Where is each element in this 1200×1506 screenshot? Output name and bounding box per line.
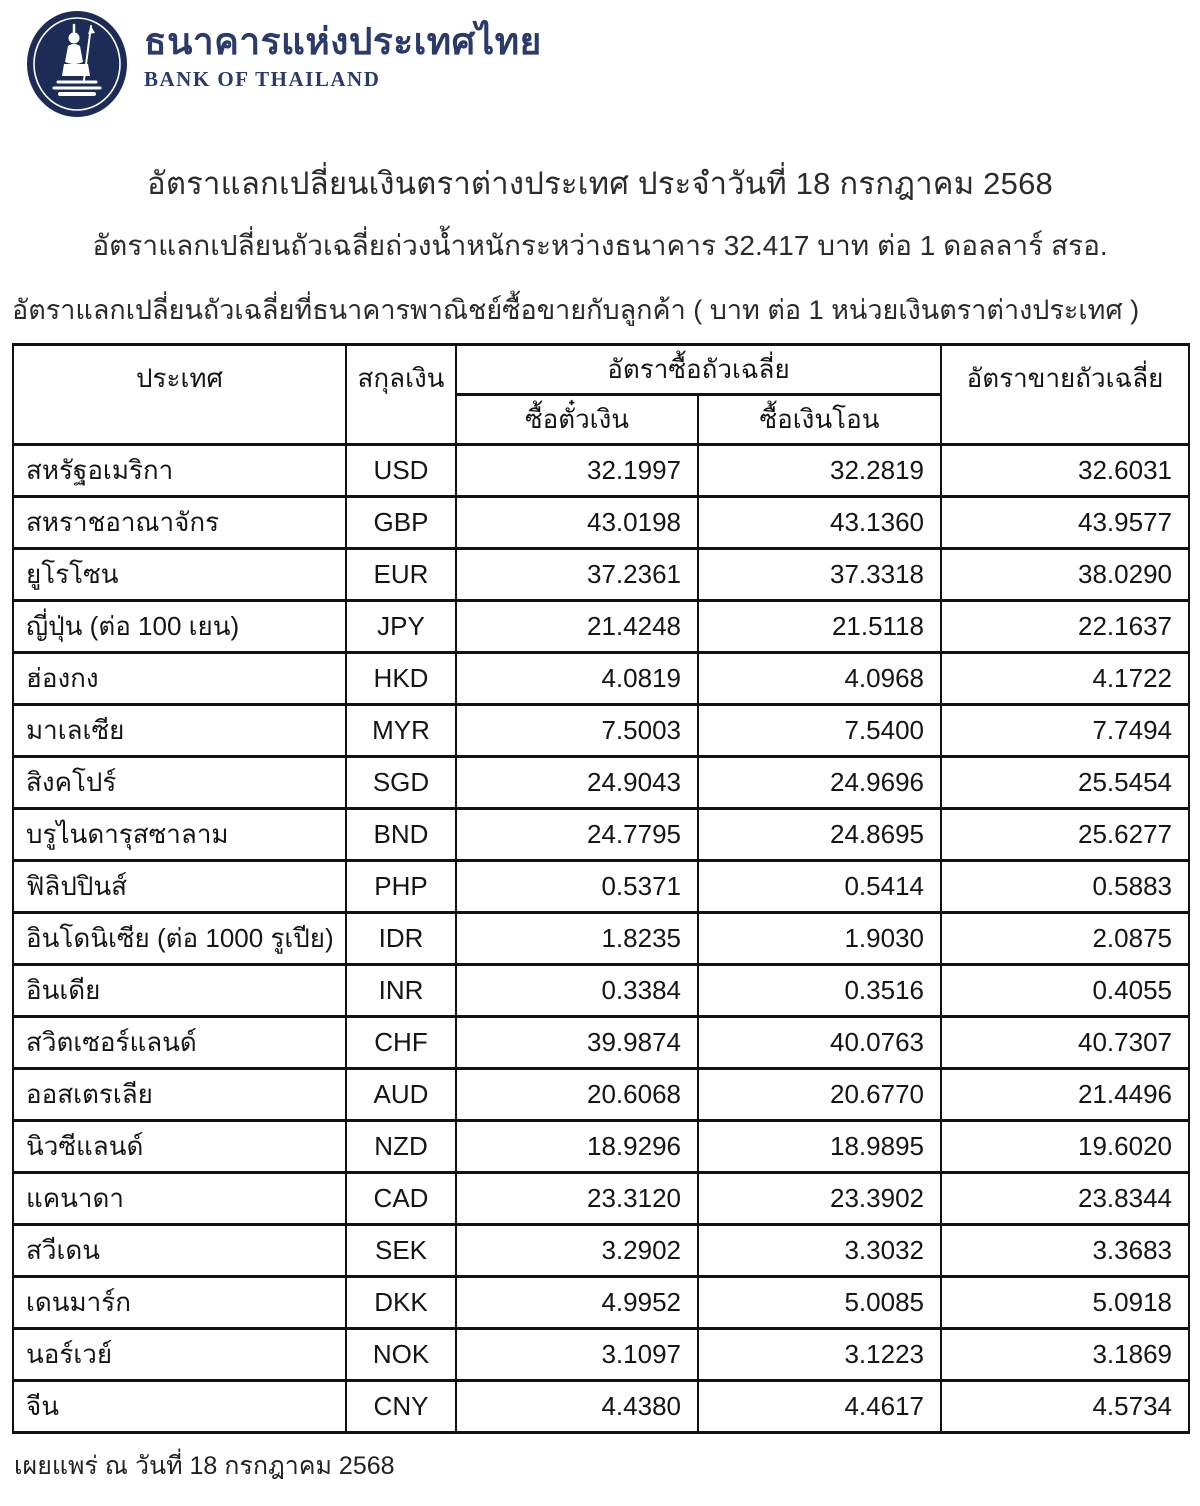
buying-transfer-cell: 24.8695 <box>698 809 941 861</box>
brand-header <box>0 0 1200 120</box>
col-header-buying-group: อัตราซื้อถัวเฉลี่ย <box>456 345 941 395</box>
country-cell: แคนาดา <box>13 1173 346 1225</box>
currency-code-cell: IDR <box>346 913 456 965</box>
country-cell: ฮ่องกง <box>13 653 346 705</box>
interbank-rate-subtitle: อัตราแลกเปลี่ยนถัวเฉลี่ยถ่วงน้ำหนักระหว่างธนาคาร 32.417 บาท ต่อ 1 ดอลลาร์ สรอ. <box>92 230 1108 261</box>
country-cell: มาเลเซีย <box>13 705 346 757</box>
bank-name-thai: ธนาคารแห่งประเทศไทย <box>144 21 542 62</box>
country-cell: สิงคโปร์ <box>13 757 346 809</box>
country-cell: จีน <box>13 1381 346 1433</box>
table-row <box>13 1173 1189 1225</box>
currency-code-cell: BND <box>346 809 456 861</box>
buying-transfer-cell: 40.0763 <box>698 1017 941 1069</box>
table-row <box>13 1017 1189 1069</box>
col-header-country: ประเทศ <box>13 345 346 445</box>
buying-transfer-cell: 18.9895 <box>698 1121 941 1173</box>
buying-sight-bill-cell: 37.2361 <box>456 549 698 601</box>
table-row <box>13 601 1189 653</box>
brand-text <box>144 8 542 92</box>
selling-rate-cell: 43.9577 <box>941 497 1189 549</box>
buying-sight-bill-cell: 32.1997 <box>456 445 698 497</box>
table-row <box>13 497 1189 549</box>
publication-date-note: เผยแพร่ ณ วันที่ 18 กรกฎาคม 2568 <box>14 1452 395 1480</box>
buying-transfer-cell: 4.0968 <box>698 653 941 705</box>
buying-transfer-cell: 0.3516 <box>698 965 941 1017</box>
selling-rate-cell: 19.6020 <box>941 1121 1189 1173</box>
currency-code-cell: AUD <box>346 1069 456 1121</box>
country-cell: เดนมาร์ก <box>13 1277 346 1329</box>
buying-transfer-cell: 37.3318 <box>698 549 941 601</box>
selling-rate-cell: 0.4055 <box>941 965 1189 1017</box>
selling-rate-cell: 4.1722 <box>941 653 1189 705</box>
buying-sight-bill-cell: 23.3120 <box>456 1173 698 1225</box>
country-cell: นิวซีแลนด์ <box>13 1121 346 1173</box>
currency-code-cell: NOK <box>346 1329 456 1381</box>
currency-code-cell: CNY <box>346 1381 456 1433</box>
country-cell: บรูไนดารุสซาลาม <box>13 809 346 861</box>
selling-rate-cell: 23.8344 <box>941 1173 1189 1225</box>
exchange-rates-table <box>12 343 1190 1434</box>
buying-sight-bill-cell: 3.2902 <box>456 1225 698 1277</box>
buying-transfer-cell: 3.3032 <box>698 1225 941 1277</box>
country-cell: อินโดนิเซีย (ต่อ 1000 รูเปีย) <box>13 913 346 965</box>
selling-rate-cell: 4.5734 <box>941 1381 1189 1433</box>
buying-sight-bill-cell: 4.4380 <box>456 1381 698 1433</box>
currency-code-cell: JPY <box>346 601 456 653</box>
buying-transfer-cell: 43.1360 <box>698 497 941 549</box>
table-caption: อัตราแลกเปลี่ยนถัวเฉลี่ยที่ธนาคารพาณิชย์ซื้อขายกับลูกค้า ( บาท ต่อ 1 หน่วยเงินตราต่างประเทศ ) <box>12 295 1140 325</box>
buying-sight-bill-cell: 3.1097 <box>456 1329 698 1381</box>
currency-code-cell: MYR <box>346 705 456 757</box>
table-row <box>13 445 1189 497</box>
selling-rate-cell: 40.7307 <box>941 1017 1189 1069</box>
selling-rate-cell: 25.6277 <box>941 809 1189 861</box>
table-row <box>13 1121 1189 1173</box>
country-cell: สหราชอาณาจักร <box>13 497 346 549</box>
currency-code-cell: NZD <box>346 1121 456 1173</box>
buying-sight-bill-cell: 43.0198 <box>456 497 698 549</box>
buying-transfer-cell: 21.5118 <box>698 601 941 653</box>
col-header-currency: สกุลเงิน <box>346 345 456 445</box>
table-row <box>13 861 1189 913</box>
country-cell: อินเดีย <box>13 965 346 1017</box>
buying-transfer-cell: 3.1223 <box>698 1329 941 1381</box>
buying-transfer-cell: 0.5414 <box>698 861 941 913</box>
currency-code-cell: CAD <box>346 1173 456 1225</box>
buying-sight-bill-cell: 18.9296 <box>456 1121 698 1173</box>
col-header-buying-sight-bill: ซื้อตั๋วเงิน <box>456 395 698 445</box>
buying-sight-bill-cell: 1.8235 <box>456 913 698 965</box>
currency-code-cell: DKK <box>346 1277 456 1329</box>
country-cell: ฟิลิปปินส์ <box>13 861 346 913</box>
table-row <box>13 965 1189 1017</box>
country-cell: สวิตเซอร์แลนด์ <box>13 1017 346 1069</box>
country-cell: ญี่ปุ่น (ต่อ 100 เยน) <box>13 601 346 653</box>
currency-code-cell: EUR <box>346 549 456 601</box>
country-cell: ออสเตรเลีย <box>13 1069 346 1121</box>
selling-rate-cell: 3.3683 <box>941 1225 1189 1277</box>
table-row <box>13 1069 1189 1121</box>
header-row-1 <box>13 345 1189 395</box>
table-row <box>13 549 1189 601</box>
country-cell: ยูโรโซน <box>13 549 346 601</box>
selling-rate-cell: 21.4496 <box>941 1069 1189 1121</box>
currency-code-cell: SEK <box>346 1225 456 1277</box>
country-cell: สหรัฐอเมริกา <box>13 445 346 497</box>
currency-code-cell: SGD <box>346 757 456 809</box>
buying-sight-bill-cell: 21.4248 <box>456 601 698 653</box>
buying-sight-bill-cell: 4.0819 <box>456 653 698 705</box>
table-row <box>13 1277 1189 1329</box>
col-header-buying-transfer: ซื้อเงินโอน <box>698 395 941 445</box>
currency-code-cell: INR <box>346 965 456 1017</box>
selling-rate-cell: 22.1637 <box>941 601 1189 653</box>
buying-transfer-cell: 5.0085 <box>698 1277 941 1329</box>
currency-code-cell: HKD <box>346 653 456 705</box>
currency-code-cell: PHP <box>346 861 456 913</box>
buying-sight-bill-cell: 20.6068 <box>456 1069 698 1121</box>
bank-of-thailand-logo-icon <box>24 8 130 120</box>
table-row <box>13 809 1189 861</box>
currency-code-cell: CHF <box>346 1017 456 1069</box>
rates-table-body <box>13 445 1189 1433</box>
table-row <box>13 653 1189 705</box>
table-row <box>13 913 1189 965</box>
country-cell: สวีเดน <box>13 1225 346 1277</box>
col-header-selling: อัตราขายถัวเฉลี่ย <box>941 345 1189 445</box>
page-title: อัตราแลกเปลี่ยนเงินตราต่างประเทศ ประจำวันที่ 18 กรกฎาคม 2568 <box>147 166 1053 201</box>
buying-transfer-cell: 4.4617 <box>698 1381 941 1433</box>
selling-rate-cell: 2.0875 <box>941 913 1189 965</box>
buying-sight-bill-cell: 24.9043 <box>456 757 698 809</box>
currency-code-cell: GBP <box>346 497 456 549</box>
buying-transfer-cell: 1.9030 <box>698 913 941 965</box>
buying-sight-bill-cell: 0.3384 <box>456 965 698 1017</box>
buying-transfer-cell: 7.5400 <box>698 705 941 757</box>
buying-sight-bill-cell: 7.5003 <box>456 705 698 757</box>
selling-rate-cell: 0.5883 <box>941 861 1189 913</box>
buying-transfer-cell: 24.9696 <box>698 757 941 809</box>
buying-sight-bill-cell: 4.9952 <box>456 1277 698 1329</box>
country-cell: นอร์เวย์ <box>13 1329 346 1381</box>
table-row <box>13 705 1189 757</box>
selling-rate-cell: 7.7494 <box>941 705 1189 757</box>
currency-code-cell: USD <box>346 445 456 497</box>
selling-rate-cell: 5.0918 <box>941 1277 1189 1329</box>
table-row <box>13 757 1189 809</box>
bank-name-english: BANK OF THAILAND <box>144 66 381 91</box>
buying-transfer-cell: 20.6770 <box>698 1069 941 1121</box>
selling-rate-cell: 25.5454 <box>941 757 1189 809</box>
buying-transfer-cell: 23.3902 <box>698 1173 941 1225</box>
buying-transfer-cell: 32.2819 <box>698 445 941 497</box>
buying-sight-bill-cell: 39.9874 <box>456 1017 698 1069</box>
selling-rate-cell: 38.0290 <box>941 549 1189 601</box>
selling-rate-cell: 3.1869 <box>941 1329 1189 1381</box>
table-row <box>13 1381 1189 1433</box>
buying-sight-bill-cell: 0.5371 <box>456 861 698 913</box>
selling-rate-cell: 32.6031 <box>941 445 1189 497</box>
table-row <box>13 1329 1189 1381</box>
buying-sight-bill-cell: 24.7795 <box>456 809 698 861</box>
table-row <box>13 1225 1189 1277</box>
